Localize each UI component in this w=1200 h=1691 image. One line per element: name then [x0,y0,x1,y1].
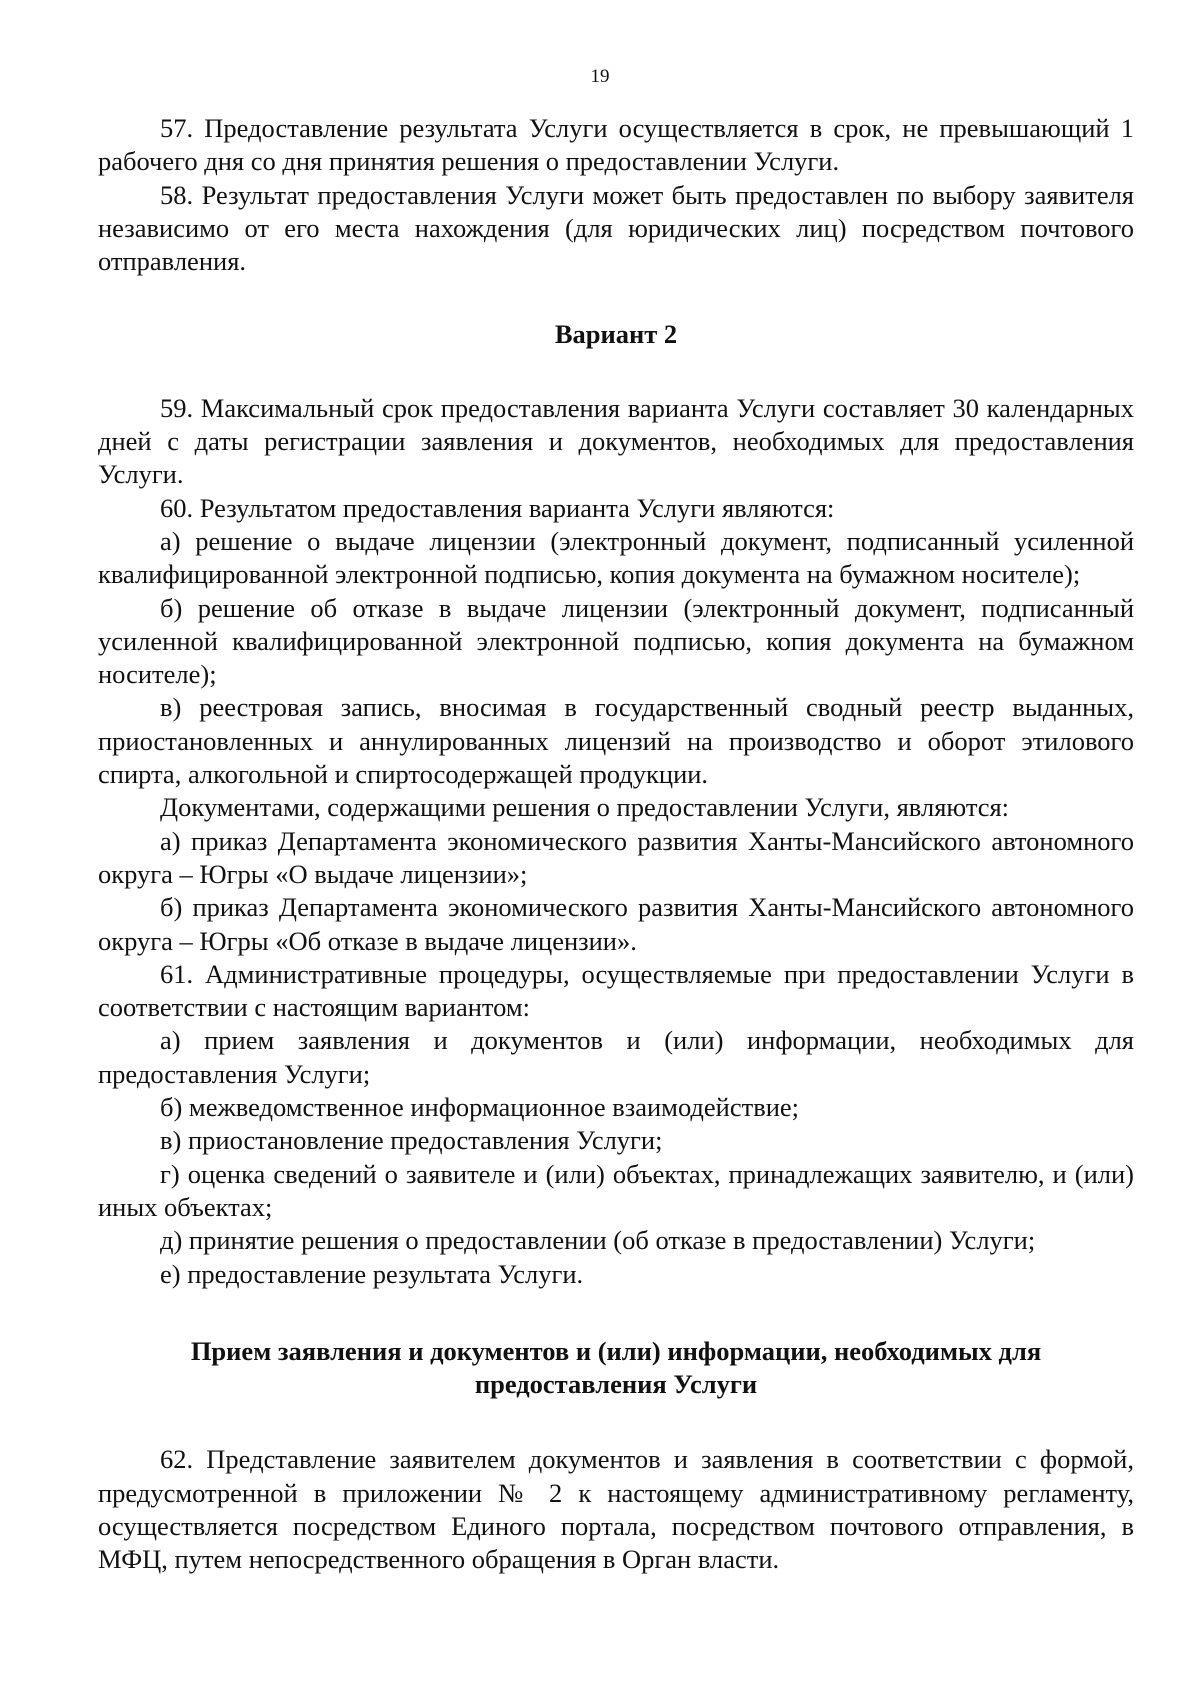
document-body [98,112,1134,1577]
page-number: 19 [590,66,610,87]
paragraph-58: 58. Результат предоставления Услуги может быть предоставлен по выбору заявителя независимо от его места нахождения (для юридических лиц) посредством почтового отправления. [98,179,1134,277]
list-item-order-a: а) приказ Департамента экономического развития Ханты-Мансийского автономного округа – Югры «О выдаче лицензии»; [98,825,1134,889]
list-item-61f: е) предоставление результата Услуги. [160,1258,584,1289]
list-item-61a: а) прием заявления и документов и (или) информации, необходимых для предоставления Услуги; [98,1025,1134,1089]
list-item-60b: б) решение об отказе в выдаче лицензии (электронный документ, подписанный усиленной квалифицированной электронной подписью, копия документа на бумажном носителе); [98,592,1134,690]
paragraph-decision-documents: Документами, содержащими решения о предоставлении Услуги, являются: [160,792,1010,823]
list-item-61e: д) принятие решения о предоставлении (об отказе в предоставлении) Услуги; [160,1225,1036,1256]
paragraph-60: 60. Результатом предоставления варианта Услуги являются: [160,492,835,523]
list-item-61b: б) межведомственное информационное взаимодействие; [160,1092,800,1123]
paragraph-62: 62. Представление заявителем документов и заявления в соответствии с формой, предусмотренной в приложении № 2 к настоящему административному регламенту, осуществляется посредством Единого портала, посредством почтового отправления, в МФЦ, путем непосредственного обращения в Орган власти. [98,1444,1134,1575]
paragraph-57: 57. Предоставление результата Услуги осуществляется в срок, не превышающий 1 рабочего дня со дня принятия решения о предоставлении Услуги. [98,113,1134,177]
paragraph-59: 59. Максимальный срок предоставления варианта Услуги составляет 30 календарных дней с даты регистрации заявления и документов, необходимых для предоставления Услуги. [98,392,1134,490]
list-item-order-b: б) приказ Департамента экономического развития Ханты-Мансийского автономного округа – Югры «Об отказе в выдаче лицензии». [98,892,1134,956]
heading-variant-2: Вариант 2 [554,319,678,350]
list-item-60c: в) реестровая запись, вносимая в государственный сводный реестр выданных, приостановленных и аннулированных лицензий на производство и оборот этилового спирта, алкогольной и спиртосодержащей продукции. [98,692,1134,790]
list-item-61d: г) оценка сведений о заявителе и (или) объектах, принадлежащих заявителю, и (или) иных объектах; [98,1158,1134,1222]
list-item-61c: в) приостановление предоставления Услуги; [160,1125,663,1156]
section-heading [98,1335,1134,1402]
section-heading-line-1: Прием заявления и документов и (или) информации, необходимых для [190,1335,1042,1366]
list-item-60a: а) решение о выдаче лицензии (электронный документ, подписанный усиленной квалифицированной электронной подписью, копия документа на бумажном носителе); [98,525,1134,590]
paragraph-61: 61. Административные процедуры, осуществляемые при предоставлении Услуги в соответствии с настоящим вариантом: [98,958,1134,1023]
section-heading-line-2: предоставления Услуги [474,1369,758,1400]
